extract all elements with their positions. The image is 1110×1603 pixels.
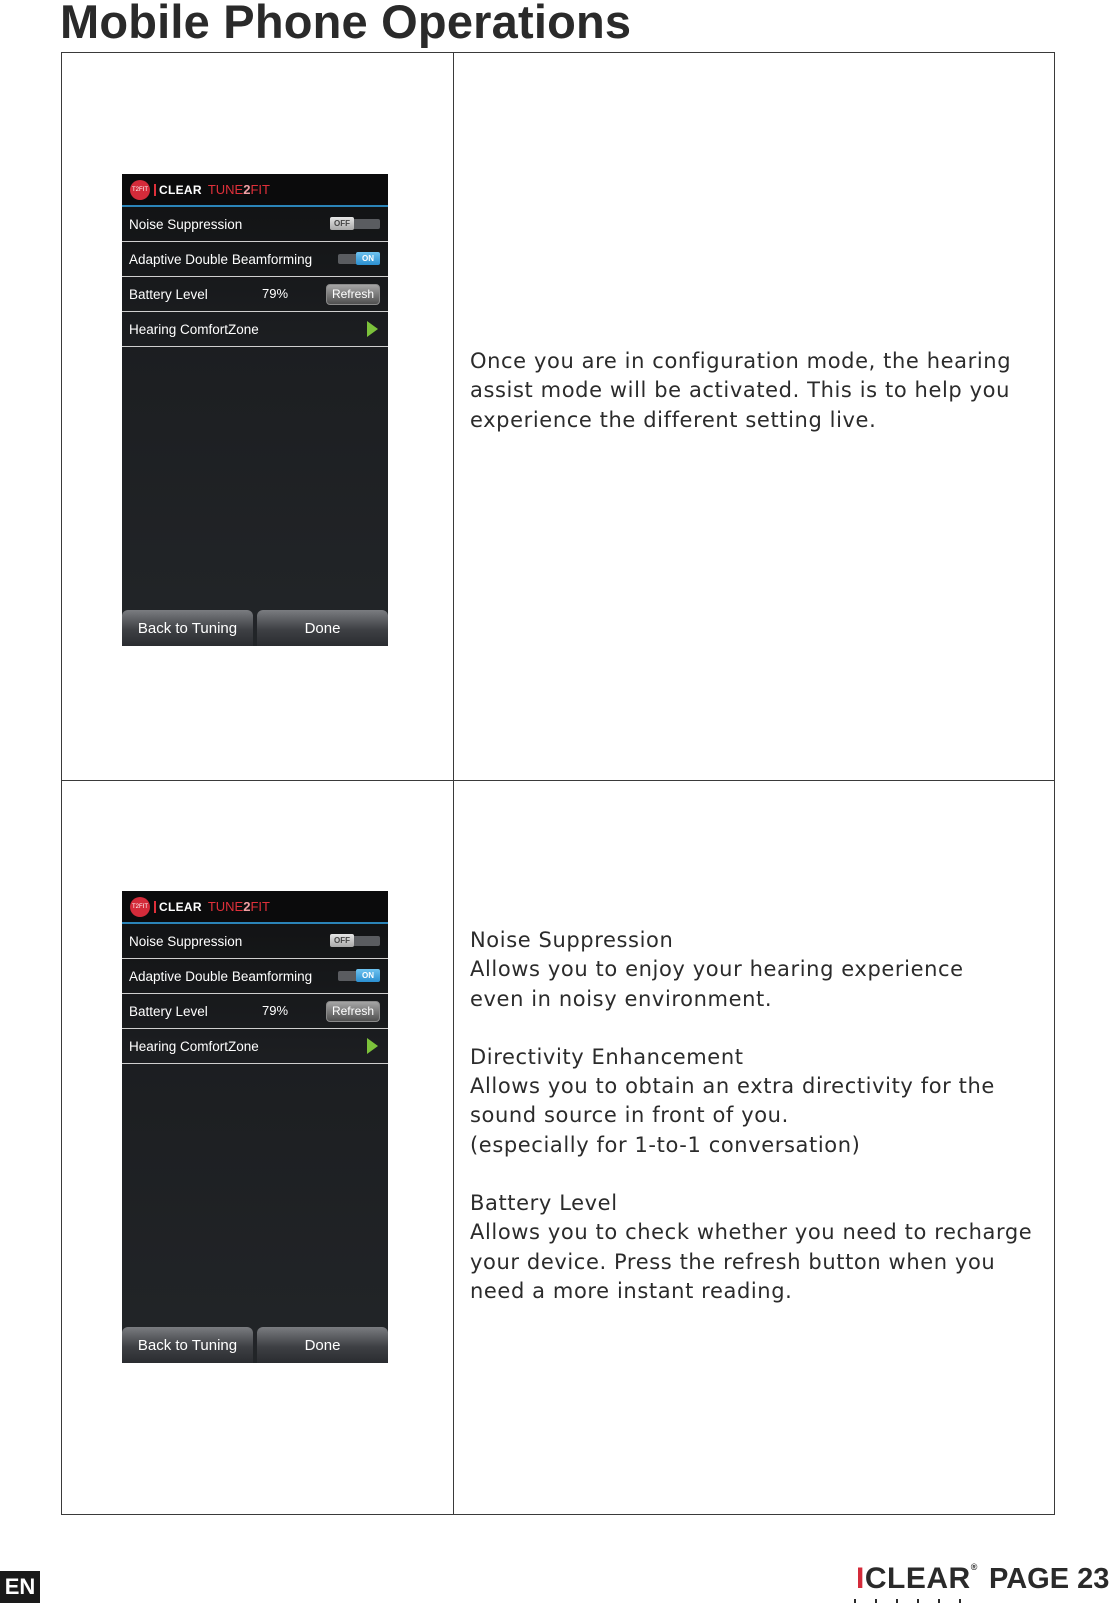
row-divider	[62, 780, 1054, 781]
noise-suppression-toggle[interactable]	[330, 219, 380, 229]
brand-clear: CLEAR	[159, 182, 202, 197]
noise-suppression-label: Noise Suppression	[129, 933, 243, 949]
section1-description	[470, 347, 1030, 435]
brand-two: 2	[243, 899, 251, 914]
beamforming-label: Adaptive Double Beamforming	[129, 968, 313, 984]
noise-suppression-label: Noise Suppression	[129, 216, 243, 232]
brand-tune: TUNE	[207, 899, 244, 914]
app-logo-icon: T2FIT	[130, 180, 150, 200]
registered-mark-icon: ®	[970, 1562, 978, 1572]
beamforming-toggle[interactable]	[338, 254, 380, 264]
battery-value: 79%	[262, 286, 289, 301]
done-button[interactable]: Done	[257, 610, 388, 646]
back-to-tuning-button[interactable]: Back to Tuning	[122, 610, 253, 646]
section1-line: Once you are in configuration mode, the hearing	[470, 349, 1012, 373]
beamforming-row	[122, 959, 388, 994]
brand-logo-dots-icon	[854, 1599, 964, 1603]
battery-line: need a more instant reading.	[470, 1278, 793, 1303]
battery-row	[122, 994, 388, 1029]
brand-bar-icon	[154, 184, 156, 196]
brand-fit: FIT	[250, 899, 270, 914]
app-header	[122, 891, 388, 924]
directivity-line: (especially for 1-to-1 conversation)	[470, 1132, 861, 1157]
app-logo-icon: T2FIT	[130, 897, 150, 917]
brand-two: 2	[243, 182, 251, 197]
back-to-tuning-button[interactable]: Back to Tuning	[122, 1327, 253, 1363]
noise-suppression-row	[122, 207, 388, 242]
brand-logo-text: CLEAR	[864, 1562, 971, 1595]
refresh-button[interactable]: Refresh	[326, 1001, 380, 1022]
comfort-zone-row[interactable]	[122, 1029, 388, 1064]
directivity-heading: Directivity Enhancement	[470, 1044, 744, 1069]
paragraph-gap	[470, 1014, 1030, 1043]
battery-row	[122, 277, 388, 312]
page-title: Mobile Phone Operations	[60, 0, 632, 48]
brand-tune: TUNE	[207, 182, 244, 197]
brand-bar-icon	[154, 901, 156, 913]
done-button[interactable]: Done	[257, 1327, 388, 1363]
battery-label: Battery Level	[129, 1003, 208, 1019]
phone-footer	[122, 1327, 388, 1363]
brand-clear: CLEAR	[159, 899, 202, 914]
column-divider	[453, 53, 454, 1514]
phone-screen-2	[122, 891, 388, 1363]
battery-line: Allows you to check whether you need to recharge	[470, 1220, 1033, 1245]
beamforming-label: Adaptive Double Beamforming	[129, 251, 313, 267]
beamforming-toggle[interactable]	[338, 971, 380, 981]
phone-screen-1	[122, 174, 388, 646]
battery-line: your device. Press the refresh button when you	[470, 1249, 996, 1274]
battery-heading: Battery Level	[470, 1191, 618, 1216]
brand-logo-i-icon: I	[856, 1562, 865, 1595]
play-arrow-icon[interactable]	[367, 1038, 378, 1054]
noise-line: Allows you to enjoy your hearing experience	[470, 957, 964, 982]
toggle-off-knob: OFF	[330, 934, 354, 947]
brand-logo	[856, 1562, 978, 1596]
section1-line: assist mode will be activated. This is to help you	[470, 378, 1011, 403]
app-header	[122, 174, 388, 207]
battery-value: 79%	[262, 1003, 289, 1018]
beamforming-row	[122, 242, 388, 277]
toggle-off-knob: OFF	[330, 217, 354, 230]
toggle-on-knob: ON	[356, 969, 380, 982]
noise-line: even in noisy environment.	[470, 986, 773, 1011]
comfort-zone-row[interactable]	[122, 312, 388, 347]
refresh-button[interactable]: Refresh	[326, 284, 380, 305]
battery-label: Battery Level	[129, 286, 208, 302]
phone-footer	[122, 610, 388, 646]
noise-suppression-row	[122, 924, 388, 959]
comfort-zone-label: Hearing ComfortZone	[129, 1038, 259, 1054]
noise-heading: Noise Suppression	[470, 928, 674, 952]
comfort-zone-label: Hearing ComfortZone	[129, 321, 259, 337]
paragraph-gap	[470, 1160, 1030, 1189]
noise-suppression-toggle[interactable]	[330, 936, 380, 946]
page-number: PAGE 23	[989, 1563, 1110, 1595]
brand-fit: FIT	[250, 182, 270, 197]
directivity-line: sound source in front of you.	[470, 1103, 789, 1128]
language-badge: EN	[0, 1571, 40, 1603]
section2-description	[470, 926, 1033, 1306]
play-arrow-icon[interactable]	[367, 321, 378, 337]
toggle-on-knob: ON	[356, 252, 380, 265]
section1-line: experience the different setting live.	[470, 407, 877, 432]
directivity-line: Allows you to obtain an extra directivity for the	[470, 1074, 995, 1099]
